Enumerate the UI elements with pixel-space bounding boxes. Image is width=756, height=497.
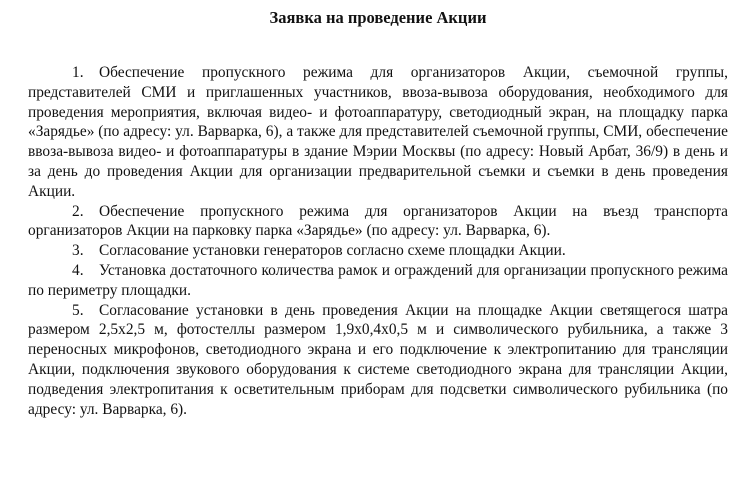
item-text: Согласование установки в день проведения Акции на площадке Акции светящегося шатра размером 2,5х2,5 м, фотостеллы размером 1,9х0,4х0,5 м и символического рубильника, а также 3 переносных микрофонов, светодиодного экрана и его подключение к электропитанию для трансляции Акции, подключения звукового оборудования к системе светодиодного экрана для трансляции Акции, подведения электропитания к осветительным приборам для подсветки символического рубильника (по адресу: ул. Варварка, 6). (28, 301, 728, 418)
list-item (28, 241, 728, 261)
list-item (28, 261, 728, 301)
item-text: Обеспечение пропускного режима для организаторов Акции на въезд транспорта организаторов Акции на парковку парка «Зарядье» (по адресу: ул. Варварка, 6). (28, 202, 728, 240)
list-item (28, 202, 728, 242)
list-item (28, 63, 728, 202)
request-items-list (28, 63, 728, 419)
item-text: Согласование установки генераторов согласно схеме площадки Акции. (99, 242, 566, 260)
item-text: Установка достаточного количества рамок и ограждений для организации пропускного режима по периметру площадки. (28, 261, 728, 299)
item-number: 4. (72, 261, 84, 279)
item-number: 5. (72, 301, 84, 319)
item-number: 1. (72, 64, 84, 81)
document-title: Заявка на проведение Акции (269, 8, 487, 27)
item-number: 2. (72, 202, 84, 220)
item-text: Обеспечение пропускного режима для организаторов Акции, съемочной группы, представителей СМИ и приглашенных участников, ввоза-вывоза оборудования, необходимого для проведения мероприятия, включая видео- и фотоаппаратуру, светодиодный экран, на площадку парка «Зарядье» (по адресу: ул. Варварка, 6), а также для представителей съемочной группы, СМИ, обеспечение ввоза-вывоза видео- и фотоаппаратуры в здание Мэрии Москвы (по адресу: Новый Арбат, 36/9) в день и за день до проведения Акции для организации предварительной съемки и съемки в день проведения Акции. (28, 64, 728, 200)
document-page (28, 8, 728, 419)
list-item (28, 301, 728, 420)
item-number: 3. (72, 242, 84, 260)
